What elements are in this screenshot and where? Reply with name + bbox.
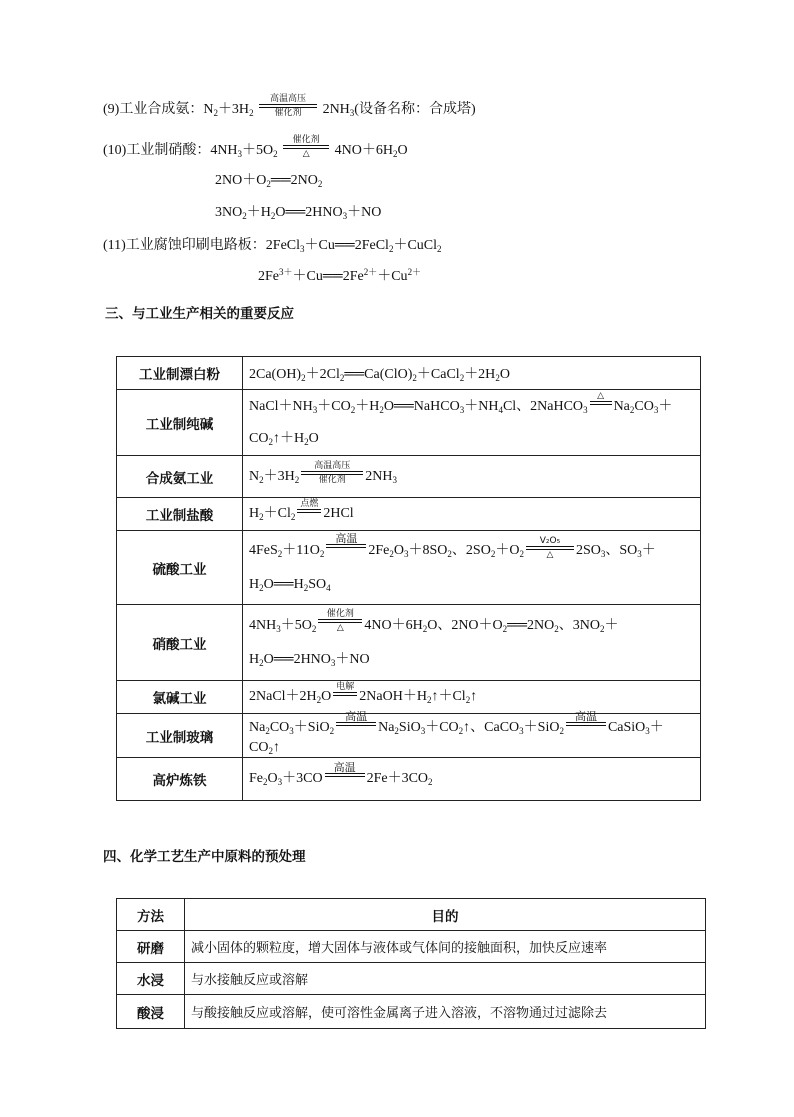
reaction-11b: $2Fe^{3+}+Cu══2Fe^{2+}+Cu^{2+}$	[258, 267, 422, 284]
condition-top: V₂O₅	[539, 536, 561, 547]
text: ══2NO	[270, 173, 318, 188]
row-label: 工业制漂白粉	[117, 357, 243, 390]
purpose-cell: 减小固体的颗粒度，增大固体与液体或气体间的接触面积，加快反应速率	[185, 931, 706, 963]
text: O	[397, 143, 408, 159]
equation: $4NH_3+5O_2$ 催化剂 △ $4NO+6H_2O$、$2NO+O_2══2NO_2$、$3NO_2+$ $H_2O══2HNO_3+NO$	[243, 605, 701, 681]
reaction-11a: (11)工业腐蚀印刷电路板：2FeCl$_3$＋Cu══2FeCl$_2$＋CuCl$_2$	[103, 238, 442, 254]
condition-bottom: △	[546, 550, 554, 561]
text: (设备名称：合成塔)	[354, 102, 476, 118]
table-row	[117, 531, 701, 605]
text: 2Fe	[258, 269, 279, 284]
condition-arrow	[259, 94, 317, 118]
text: 2NO＋O	[215, 173, 267, 188]
text: (10)工业制硝酸：4NH	[103, 143, 238, 159]
row-label: 合成氨工业	[117, 456, 243, 498]
condition-top: 高温	[345, 709, 368, 723]
table-row	[117, 605, 701, 681]
condition-arrow	[283, 135, 329, 159]
method-cell: 研磨	[117, 931, 185, 963]
condition-top: 催化剂	[292, 135, 320, 145]
equation: $NaCl+NH_3+CO_2+H_2O══NaHCO_3+NH_4Cl$、2NaHCO$_3$ △ $Na_2CO_3+$ $CO_2↑+H_2O$	[243, 390, 701, 456]
equation: $2Ca(OH)_2+2Cl_2══Ca(ClO)_2+CaCl_2+2H_2O$	[243, 357, 701, 390]
row-label: 硫酸工业	[117, 531, 243, 605]
equation: $N_2+3H_2$ 高温高压 催化剂 $2NH_3$	[243, 456, 701, 498]
text: 2NH	[322, 102, 350, 118]
equation: $2NaCl+2H_2O$ 电解 $2NaOH+H_2↑+Cl_2↑$	[243, 681, 701, 714]
equation: $4FeS_2+11O_2$ 高温 $2Fe_2O_3+8SO_2$、$2SO_2+O_2$ V₂O₅ △ $2SO_3$、$SO_3+$ $H_2O══H_2SO_4$	[243, 531, 701, 605]
text: ＋Cu══2FeCl	[304, 238, 389, 253]
text: ＋Cu══2Fe	[292, 269, 364, 284]
text: 4NO＋6H	[334, 143, 394, 159]
row-label: 工业制纯碱	[117, 390, 243, 456]
method-cell: 水浸	[117, 963, 185, 995]
text: 3NO	[215, 205, 243, 220]
table-row	[117, 498, 701, 531]
text: ＋5O	[242, 143, 274, 159]
table-row	[117, 963, 706, 995]
column-header: 目的	[185, 899, 706, 931]
row-label: 高炉炼铁	[117, 758, 243, 801]
condition-top: 电解	[336, 682, 355, 692]
condition-top: △	[597, 391, 605, 402]
row-label: 工业制盐酸	[117, 498, 243, 531]
text: ＋3H	[217, 102, 250, 118]
table-header-row	[117, 899, 706, 931]
reaction-10a: (10)工业制硝酸：$4NH_3+5O_2$ 催化剂 △ $4NO+6H_2O$	[103, 135, 408, 160]
row-label: 工业制玻璃	[117, 714, 243, 758]
text: (9)工业合成氨：N	[103, 102, 214, 118]
condition-top: 高温	[574, 709, 597, 723]
section-heading-4: 四、化学工艺生产中原料的预处理	[103, 849, 306, 865]
purpose-cell: 与酸接触反应或溶解，使可溶性金属离子进入溶液，不溶物通过过滤除去	[185, 995, 706, 1029]
table-row	[117, 931, 706, 963]
condition-top: 高温	[333, 761, 356, 774]
reactions-table	[116, 356, 701, 801]
condition-top: 高温高压	[270, 94, 307, 104]
condition-bottom: 催化剂	[274, 108, 302, 118]
purpose-cell: 与水接触反应或溶解	[185, 963, 706, 995]
text: O══2HNO	[275, 205, 343, 220]
text: (11)工业腐蚀印刷电路板：2FeCl	[103, 238, 301, 253]
condition-top: 高温高压	[314, 460, 351, 471]
column-header: 方法	[117, 899, 185, 931]
text: ＋NO	[347, 205, 382, 220]
table-row	[117, 995, 706, 1029]
condition-top: 催化剂	[326, 609, 354, 620]
pretreatment-table	[116, 898, 706, 1029]
reaction-9: (9)工业合成氨：$N_2+3H_2$ 高温高压 催化剂 $2NH_3$(设备名称：合成塔)	[103, 94, 476, 119]
table-row	[117, 456, 701, 498]
reaction-10b: $2NO+O_2══2NO_2$	[215, 173, 323, 189]
row-label: 硝酸工业	[117, 605, 243, 681]
text: ＋Cu	[377, 269, 408, 284]
text: ＋H	[246, 205, 271, 220]
condition-bottom: △	[302, 149, 310, 159]
reaction-10c: $3NO_2+H_2O══2HNO_3+NO$	[215, 205, 382, 221]
condition-bottom: 催化剂	[318, 474, 346, 485]
equation: $Fe_2O_3+3CO$ 高温 $2Fe+3CO_2$	[243, 758, 701, 801]
section-heading-3: 三、与工业生产相关的重要反应	[105, 306, 294, 322]
method-cell: 酸浸	[117, 995, 185, 1029]
table-row	[117, 357, 701, 390]
equation: $Na_2CO_3+SiO_2$ 高温 $Na_2SiO_3+CO_2↑$、CaCO$_3$＋SiO$_2$ 高温 $CaSiO_3+CO_2↑$	[243, 714, 701, 758]
equation: $H_2+Cl_2$ 点燃 2HCl	[243, 498, 701, 531]
condition-bottom: △	[336, 623, 344, 634]
table-row	[117, 714, 701, 758]
condition-top: 高温	[335, 532, 358, 546]
text: ＋CuCl	[393, 238, 438, 253]
table-row	[117, 758, 701, 801]
condition-top: 点燃	[300, 499, 319, 509]
row-label: 氯碱工业	[117, 681, 243, 714]
table-row	[117, 681, 701, 714]
table-row	[117, 390, 701, 456]
